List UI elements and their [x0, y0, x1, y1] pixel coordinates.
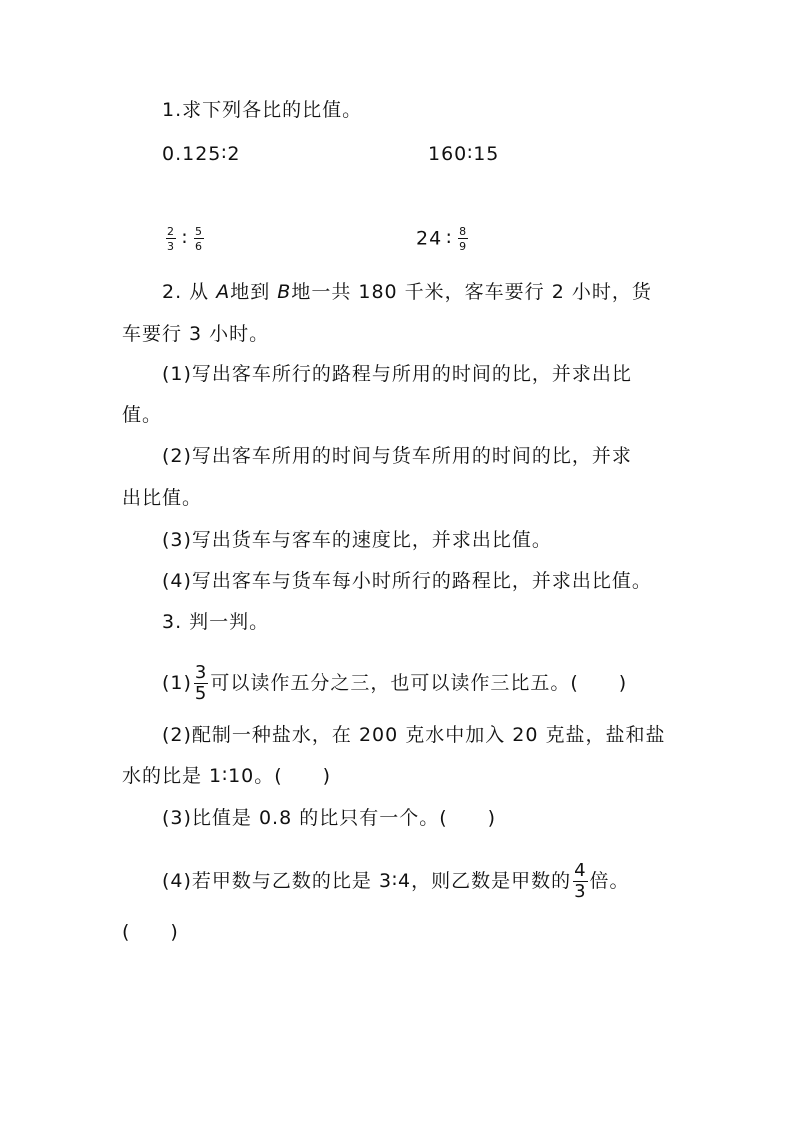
q2-part1-line1: (1)写出客车所行的路程与所用的时间的比，并求出比	[162, 363, 632, 385]
q3-statement-3: (3)比值是 0.8 的比只有一个。( )	[162, 807, 497, 829]
q2-part3: (3)写出货车与客车的速度比，并求出比值。	[162, 529, 552, 551]
q2-intro-line1: 2. 从 A地到 B地一共 180 千米，客车要行 2 小时，货	[162, 281, 652, 303]
place-a: A	[216, 281, 231, 303]
q3-statement-4: (4)若甲数与乙数的比是 3∶4，则乙数是甲数的 $\frac{4}{3}$ 倍。	[162, 860, 630, 902]
q2-part1-line2: 值。	[122, 404, 163, 426]
q2-part2-line2: 出比值。	[122, 487, 203, 509]
q2-part4: (4)写出客车与货车每小时所行的路程比，并求出比值。	[162, 570, 652, 592]
fraction: $\frac{8}{9}$	[459, 225, 468, 253]
q1-ratio-b: 160∶15	[428, 143, 500, 165]
q3-statement-1: (1) $\frac{3}{5}$ 可以读作五分之三，也可以读作三比五。( )	[162, 662, 628, 704]
q2-part2-line1: (2)写出客车所用的时间与货车所用的时间的比，并求	[162, 445, 632, 467]
q3-statement-2-line1: (2)配制一种盐水，在 200 克水中加入 20 克盐，盐和盐	[162, 724, 666, 746]
fraction: $\frac{4}{3}$	[574, 860, 587, 902]
q3-statement-2-line2: 水的比是 1∶10。( )	[122, 765, 332, 787]
q3-statement-4-answer-blank: ( )	[122, 921, 179, 943]
q3-title: 3. 判一判。	[162, 611, 270, 633]
q1-title: 1.求下列各比的比值。	[162, 99, 363, 121]
q1-ratio-c: $\frac{2}{3}$ ∶ $\frac{5}{6}$	[167, 225, 203, 253]
place-b: B	[277, 281, 292, 303]
q1-ratio-d: 24 ∶ $\frac{8}{9}$	[416, 225, 468, 253]
q1-ratio-a: 0.125∶2	[162, 143, 241, 165]
fraction: $\frac{2}{3}$	[167, 225, 175, 253]
fraction: $\frac{5}{6}$	[194, 225, 203, 253]
q2-intro-line2: 车要行 3 小时。	[122, 323, 270, 345]
fraction: $\frac{3}{5}$	[194, 662, 208, 704]
